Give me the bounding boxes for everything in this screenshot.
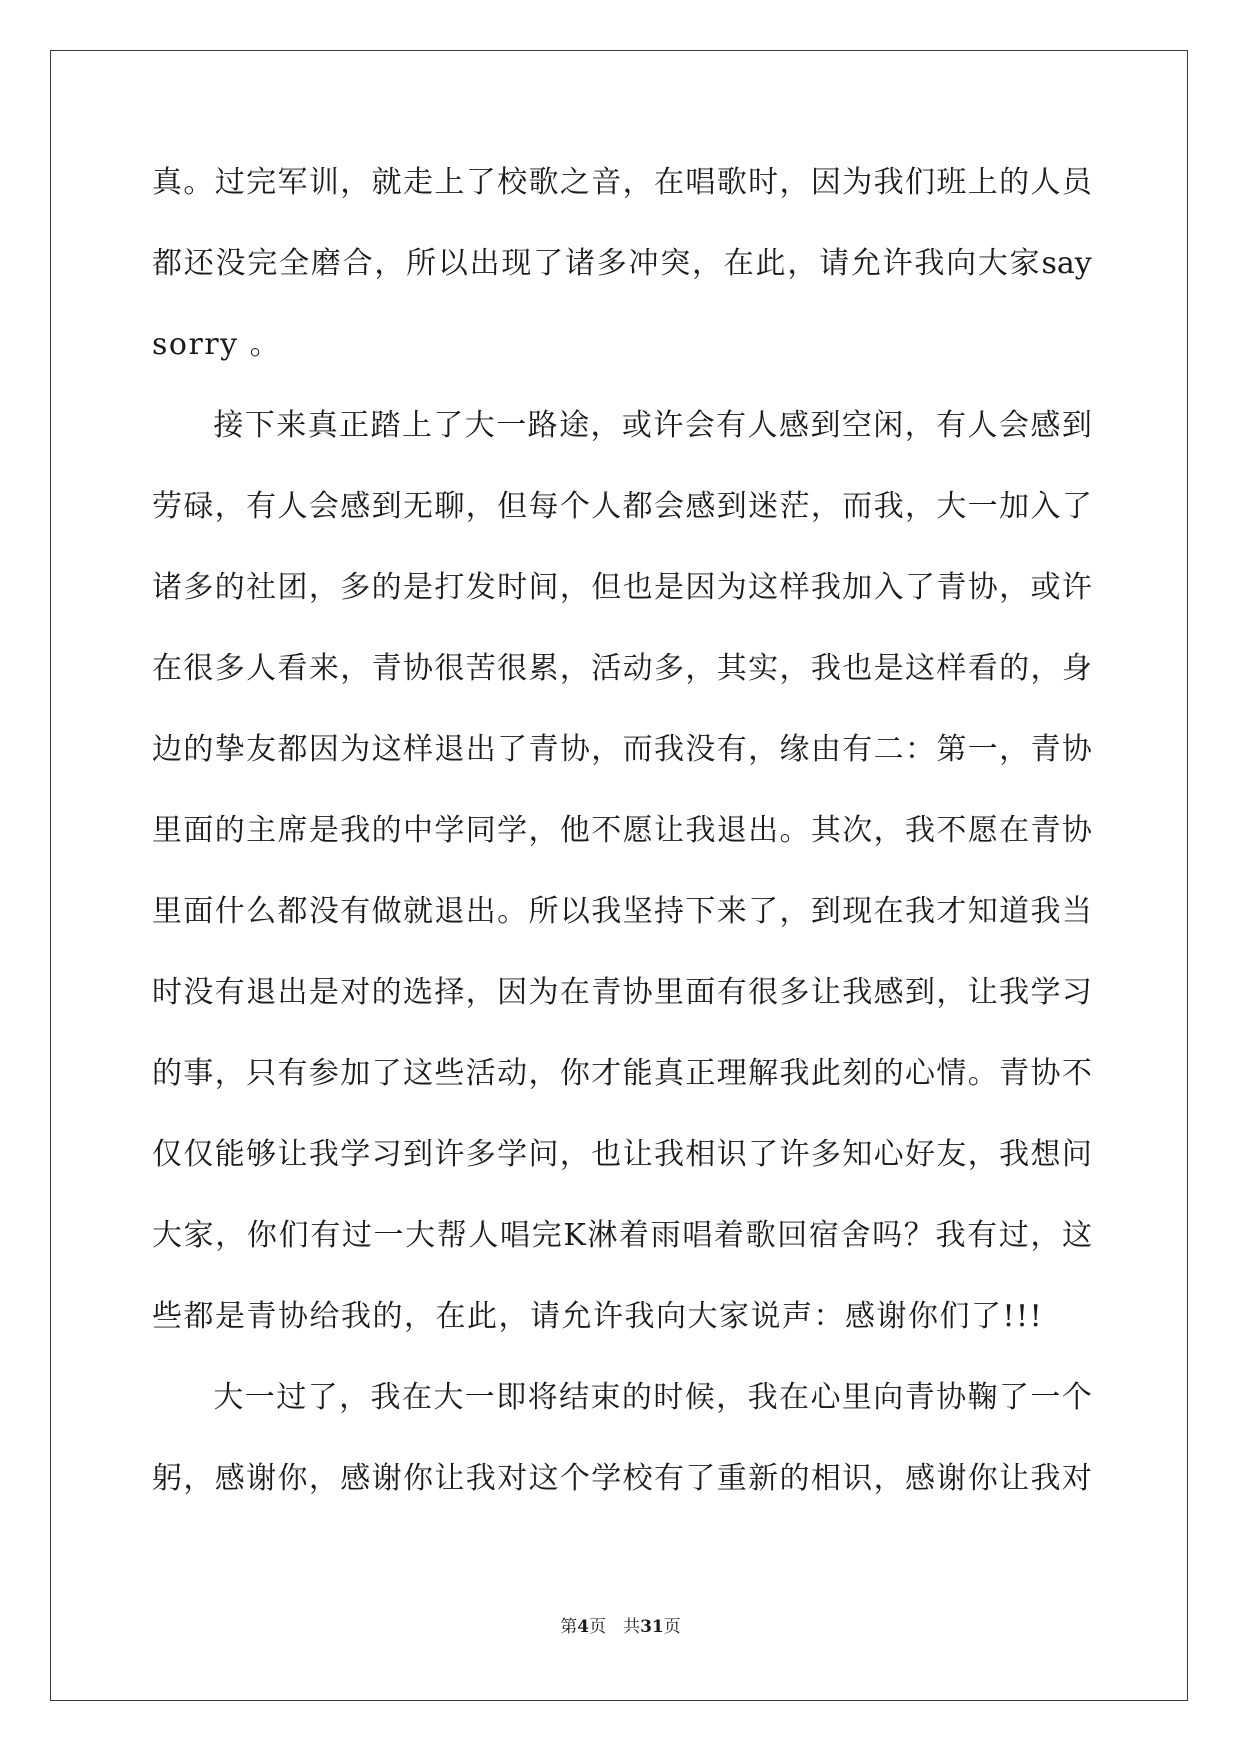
text-line: 些都是青协给我的，在此，请允许我向大家说声：感谢你们了!!! — [152, 1299, 1044, 1334]
footer-mid: 页 共 — [589, 1617, 641, 1637]
footer-prefix: 第 — [560, 1617, 578, 1637]
text-line: 大 一 过 了 ， 我 在 大 一 即 将 结 束 的 时 候 ， 我 在 心 里 向 青 协 鞠 了 一 个 — [213, 1380, 1092, 1415]
text-line: 诸 多 的 社 团 ， 多 的 是 打 发 时 间 ， 但 也 是 因 为 这 样 我 加 入 了 青 协 ， 或 许 — [152, 570, 1092, 605]
text-line: sorry 。 — [152, 327, 282, 362]
text-line: 在 很 多 人 看 来 ， 青 协 很 苦 很 累 ， 活 动 多 ， 其 实 ， 我 也 是 这 样 看 的 ， 身 — [152, 651, 1092, 686]
text-line: 的 事 ， 只 有 参 加 了 这 些 活 动 ， 你 才 能 真 正 理 解 我 此 刻 的 心 情 。 青 协 不 — [152, 1056, 1092, 1091]
page-footer — [0, 1612, 1241, 1637]
text-line: 真 。 过 完 军 训 ， 就 走 上 了 校 歌 之 音 ， 在 唱 歌 时 ， 因 为 我 们 班 上 的 人 员 — [152, 165, 1092, 200]
footer-page-number: 4 — [577, 1617, 590, 1637]
document-body — [152, 153, 1092, 1530]
text-line: 里 面 的 主 席 是 我 的 中 学 同 学 ， 他 不 愿 让 我 退 出 。 其 次 ， 我 不 愿 在 青 协 — [152, 813, 1092, 848]
text-line: 接 下 来 真 正 踏 上 了 大 一 路 途 ， 或 许 会 有 人 感 到 空 闲 ， 有 人 会 感 到 — [213, 408, 1092, 443]
text-line: 仅 仅 能 够 让 我 学 习 到 许 多 学 问 ， 也 让 我 相 识 了 许 多 知 心 好 友 ， 我 想 问 — [152, 1137, 1092, 1172]
footer-suffix: 页 — [663, 1617, 681, 1637]
text-line: 边 的 挚 友 都 因 为 这 样 退 出 了 青 协 ， 而 我 没 有 ， 缘 由 有 二 ： 第 一 ， 青 协 — [152, 732, 1092, 767]
footer-total-pages: 31 — [640, 1617, 664, 1637]
text-line: 里 面 什 么 都 没 有 做 就 退 出 。 所 以 我 坚 持 下 来 了 ， 到 现 在 我 才 知 道 我 当 — [152, 894, 1092, 929]
text-line: 时 没 有 退 出 是 对 的 选 择 ， 因 为 在 青 协 里 面 有 很 多 让 我 感 到 ， 让 我 学 习 — [152, 975, 1092, 1010]
text-line: 劳 碌 ， 有 人 会 感 到 无 聊 ， 但 每 个 人 都 会 感 到 迷 茫 ， 而 我 ， 大 一 加 入 了 — [152, 489, 1092, 524]
text-line: 都 还 没 完 全 磨 合 ， 所 以 出 现 了 诸 多 冲 突 ， 在 此 ， 请 允 许 我 向 大 家 say — [152, 246, 1092, 281]
text-line: 大 家 ， 你 们 有 过 一 大 帮 人 唱 完 K 淋 着 雨 唱 着 歌 回 宿 舍 吗 ？ 我 有 过 ， 这 — [152, 1218, 1092, 1253]
text-line: 躬 ， 感 谢 你 ， 感 谢 你 让 我 对 这 个 学 校 有 了 重 新 的 相 识 ， 感 谢 你 让 我 对 — [152, 1461, 1092, 1496]
